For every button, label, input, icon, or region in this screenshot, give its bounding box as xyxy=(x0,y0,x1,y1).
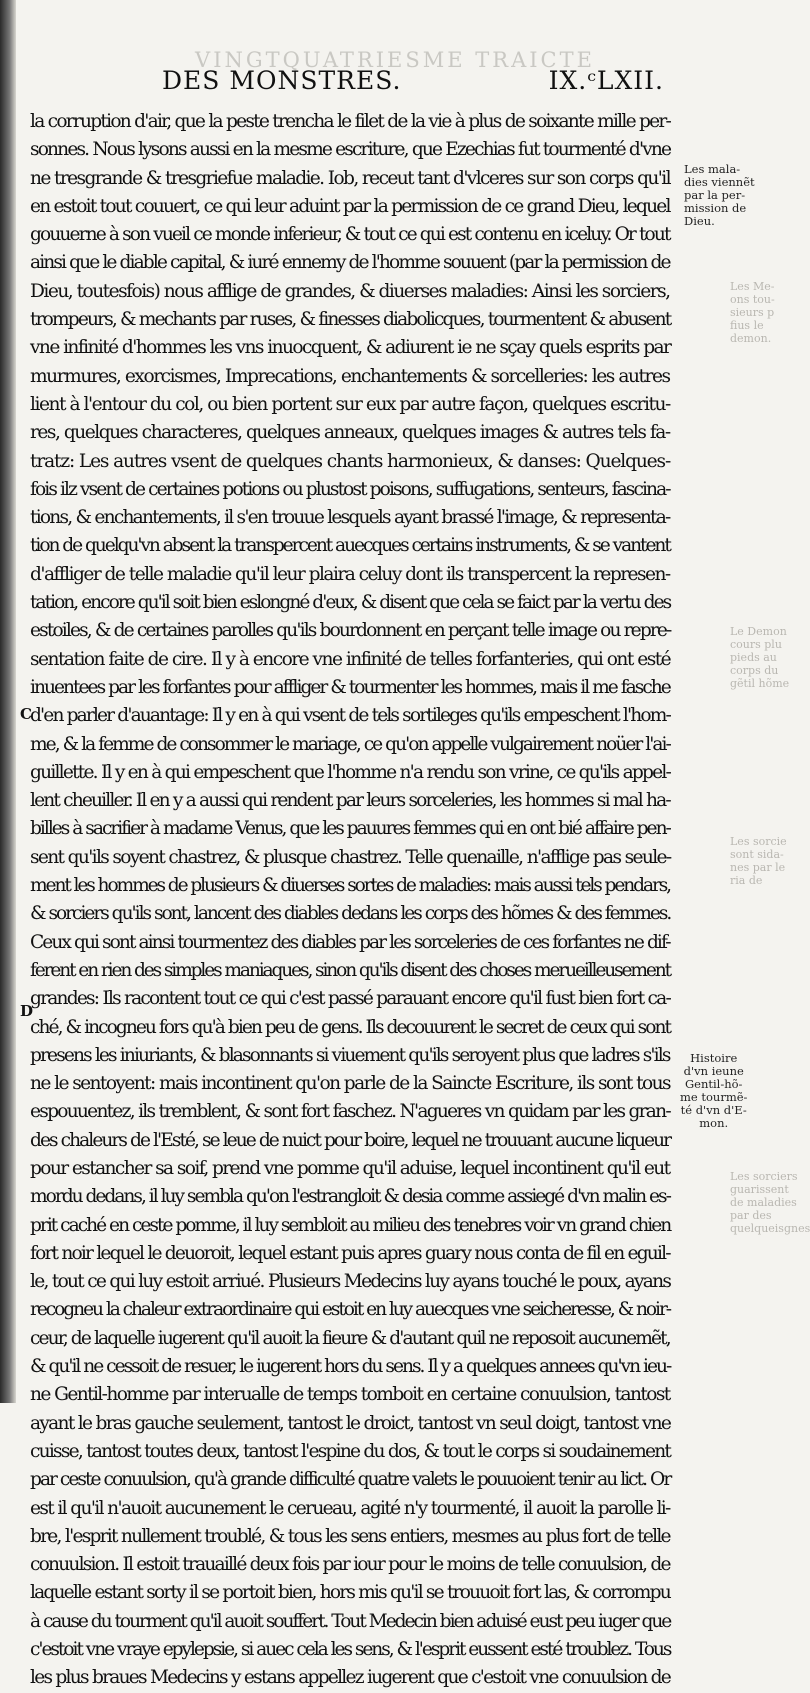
faded-note-line: demon. xyxy=(730,332,772,345)
text-line: sonnes. Nous lysons aussi en la mesme escriture, que Ezechias fut tourmenté d'vne xyxy=(30,139,671,161)
text-line: tion de quelqu'vn absent la transpercent auecques certains instruments, & se vantent xyxy=(30,535,670,557)
text-line: fois ilz vsent de certaines potions ou plustost poisons, suffugations, senteurs, fascina- xyxy=(30,478,670,500)
text-line: des chaleurs de l'Esté, se leue de nuict pour boire, lequel ne trouuant aucune liqueur xyxy=(30,1129,671,1151)
side-note-maladies xyxy=(684,163,755,228)
text-line: ne le sentoyent: mais incontinent qu'on parle de la Saincte Escriture, ils sont tous xyxy=(30,1073,670,1095)
faded-note-line: ria de xyxy=(730,874,763,887)
text-line: bre, l'esprit nullement troublé, & tous les sens entiers, mesmes au plus fort de telle xyxy=(30,1525,670,1547)
faded-note-line: nes par le xyxy=(730,861,786,874)
text-line: ché, & incogneu fors qu'à bien peu de gens. Ils decouurent le secret de ceux qui sont xyxy=(30,1016,671,1038)
text-line: par ceste conuulsion, qu'à grande difficulté quatre valets le pouuoient tenir au lict. Or xyxy=(30,1469,671,1491)
main-text-column xyxy=(30,108,670,1693)
text-line: cеur, de laquelle iugerent qu'il auoit la fieure & d'autant quil ne reposoit aucunemẽt, xyxy=(30,1327,670,1349)
text-line: pour estancher sa soif, prend vne pomme qu'il aduise, lequel incontinent qu'il eut xyxy=(30,1157,670,1179)
text-line: est il qu'il n'auoit aucunement le cerueau, agité n'y tourmenté, il auoit la parolle li- xyxy=(30,1497,670,1519)
text-line: me, & la femme de consommer le mariage, ce qu'on appelle vulgairement noüer l'ai- xyxy=(30,733,670,755)
text-line: le, tout ce qui luy estoit arriué. Plusieurs Medecins luy ayans touché le poux, ayans xyxy=(30,1271,671,1293)
side-note-line: dies viennẽt xyxy=(684,175,755,189)
text-line: ment les hommes de plusieurs & diuerses sortes de maladies: mais aussi tels pendars, xyxy=(30,875,671,897)
bleed-through-note-3 xyxy=(730,835,787,887)
page-header xyxy=(110,60,664,100)
text-line: recogneu la chaleur extraordinaire qui estoit en luy auecques vne seicheresse, & noir- xyxy=(30,1299,671,1321)
folio-number: IX.ᶜLXII. xyxy=(548,66,664,95)
bleed-through-heading: VINGTQUATRIESME TRAICTE xyxy=(195,48,595,72)
text-line: en estoit tout couuert, ce qui leur aduint par la permission de ce grand Dieu, lequel xyxy=(30,195,670,217)
faded-note-line: guarissent xyxy=(730,1183,789,1196)
faded-note-line: Les sorciers xyxy=(730,1170,798,1183)
faded-note-line: cours plu xyxy=(730,638,782,651)
text-line: cuisse, tantost toutes deux, tantost l'espine du dos, & tout le corps si soudainement xyxy=(30,1440,671,1462)
faded-note-line: de maladies xyxy=(730,1196,797,1209)
text-line: les plus braues Medecins y estans appellez iugerent que c'estoit vne conuulsion de xyxy=(30,1667,671,1689)
text-line: la corruption d'air, que la peste trencha le filet de la vie à plus de soixante mille per- xyxy=(30,111,671,132)
side-note-line: té d'vn d'E- xyxy=(680,1103,747,1117)
book-spine-shadow xyxy=(0,0,16,1403)
side-note-line: par la per- xyxy=(684,188,746,202)
faded-note-line: fius le xyxy=(730,319,764,332)
text-line: vne infinité d'hommes les vns inuocquent, & adiurent ie ne sçay quels esprits par xyxy=(30,337,671,359)
text-line: presens les iniuriants, & blasonnants si viuement qu'ils seroyent plus que ladres s'ils xyxy=(30,1044,670,1066)
faded-note-line: quelqueisgnes xyxy=(730,1222,810,1235)
text-line: murmures, exorcismes, Imprecations, enchantements & sorcelleries: les autres xyxy=(30,365,670,387)
text-line: tation, encore qu'il soit bien eslongné d'eux, & disent que cela se faict par la vertu des xyxy=(30,592,671,614)
text-line: ainsi que le diable capital, & iuré ennemy de l'homme souuent (par la permission de xyxy=(30,252,670,274)
side-note-line: me tourmẽ- xyxy=(680,1090,748,1104)
text-line: espouuentez, ils tremblent, & sont fort faschez. N'agueres vn quidam par les gran- xyxy=(30,1101,670,1123)
text-line: laquelle estant sorty il se portoit bien, hors mis qu'il se trouuoit fort las, & corrompu xyxy=(30,1582,670,1604)
bleed-through-note-2 xyxy=(730,625,789,690)
text-line: conuulsion. Il estoit trauaillé deux fois par iour pour le moins de telle conuulsion, de xyxy=(30,1554,670,1576)
text-line: ayant le bras gauche seulement, tantost le droict, tantost vn seul doigt, tantost vne xyxy=(30,1412,671,1434)
text-line: trompeurs, & mechants par ruses, & finesses diabolicques, tourmentent & abusent xyxy=(30,309,671,331)
side-note-line: d'vn ieune xyxy=(683,1064,744,1078)
side-note-line: Dieu. xyxy=(684,214,715,228)
text-line: c'estoit vne vraye epylepsie, si auec cela les sens, & l'esprit eussent esté troublez. Tous xyxy=(30,1639,671,1661)
text-line: Dieu, toutesfois) nous afflige de grandes, & diuerses maladies: Ainsi les sorciers, xyxy=(30,280,670,302)
text-line: inuentees par les forfantes pour affliger & tourmenter les hommes, mais il me fasche xyxy=(30,676,670,698)
side-note-line: mission de xyxy=(684,201,747,215)
text-line: mordu dedans, il luy sembla qu'on l'estrangloit & desia comme assiegé d'vn malin es- xyxy=(30,1186,670,1208)
faded-note-line: sont sida- xyxy=(730,848,784,861)
side-note-line: Gentil-hõ- xyxy=(684,1077,743,1091)
text-line: fort noir lequel le deuoroit, lequel estant puis apres guary nous conta de fil en eguil- xyxy=(30,1242,670,1264)
text-line: guillette. Il y en à qui empeschent que l'homme n'a rendu son vrine, ce qu'ils appel- xyxy=(30,761,671,783)
text-line: gouuerne à son vueil ce monde inferieur, & tout ce qui est contenu en iceluy. Or tout xyxy=(30,224,670,246)
bleed-through-note-4 xyxy=(730,1170,810,1235)
text-line: tions, & enchantements, il s'en trouue lesquels ayant brassé l'image, & representa- xyxy=(30,507,670,529)
text-line: & sorciers qu'ils sont, lancent des diables dedans les corps des hõmes & des femmes. xyxy=(30,903,671,925)
running-title: DES MONSTRES. xyxy=(162,66,402,95)
text-line: à cause du tourment qu'il auoit souffert. Tout Medecin bien aduisé eust peu iuger que xyxy=(30,1610,671,1632)
text-line: d'affliger de telle maladie qu'il leur plaira celuy dont ils transpercent la represen- xyxy=(30,563,670,585)
side-note-line: Les mala- xyxy=(684,162,741,176)
faded-note-line: Le Demon xyxy=(730,625,787,638)
text-line: ferent en rien des simples maniaques, sinon qu'ils disent des choses merueilleusement xyxy=(30,959,671,981)
text-line: Ceux qui sont ainsi tourmentez des diables par les sorceleries de ces forfantes ne dif- xyxy=(30,931,670,953)
text-line: sentation faite de cire. Il y à encore vne infinité de telles forfanteries, qui ont esté xyxy=(30,648,671,670)
text-line: prit caché en ceste pomme, il luy sembloit au milieu des tenebres voir vn grand chien xyxy=(30,1214,671,1236)
faded-note-line: Les sorcie xyxy=(730,835,787,848)
text-line: tratz: Les autres vsent de quelques chants harmonieux, & danses: Quelques- xyxy=(30,450,671,472)
faded-note-line: par des xyxy=(730,1209,772,1222)
text-line: lent cheuiller. Il en y a aussi qui rendent par leurs sorceleries, les hommes si mal ha- xyxy=(30,790,670,812)
text-line: d'en parler d'auantage: Il y en à qui vsent de tels sortileges qu'ils empeschent l'hom- xyxy=(30,705,670,727)
faded-note-line: gẽtil hõme xyxy=(730,677,790,690)
text-line: & qu'il ne cessoit de resuer, le iugerent hors du sens. Il y a quelques annees qu'vn ieu- xyxy=(30,1356,671,1378)
text-line: res, quelques characteres, quelques anneaux, quelques images & autres tels fa- xyxy=(30,422,670,444)
bleed-through-note-1 xyxy=(730,280,775,345)
text-line: lient à l'entour du col, ou bien portent sur eux par autre façon, quelques escritu- xyxy=(30,393,670,415)
margin-letter-c: C xyxy=(20,705,32,723)
text-line: sent qu'ils soyent chastrez, & plusque chastrez. Telle quenaille, n'afflige pas seule- xyxy=(30,846,671,868)
faded-note-line: sieurs p xyxy=(730,306,775,319)
faded-note-line: corps du xyxy=(730,664,779,677)
margin-letter-d: D xyxy=(20,1002,34,1020)
text-line: estoiles, & de certaines parolles qu'ils bourdonnent en perçant telle image ou repre- xyxy=(30,620,671,642)
faded-note-line: Les Me- xyxy=(730,280,775,293)
side-note-line: Histoire xyxy=(690,1051,738,1065)
text-line: ne tresgrande & tresgriefue maladie. Iob, receut tant d'vlceres sur son corps qu'il xyxy=(30,167,670,189)
text-line: ne Gentil-homme par interualle de temps tomboit en certaine conuulsion, tantost xyxy=(30,1384,670,1406)
text-line: grandes: Ils racontent tout ce qui c'est passé parauant encore qu'il fust bien fort ca- xyxy=(30,988,670,1010)
text-line: billes à sacrifier à madame Venus, que les pauures femmes qui en ont bié affaire pen- xyxy=(30,818,670,840)
side-note-line: mon. xyxy=(699,1116,729,1130)
faded-note-line: ons tou- xyxy=(730,293,775,306)
faded-note-line: pieds au xyxy=(730,651,777,664)
side-note-histoire xyxy=(680,1052,747,1130)
